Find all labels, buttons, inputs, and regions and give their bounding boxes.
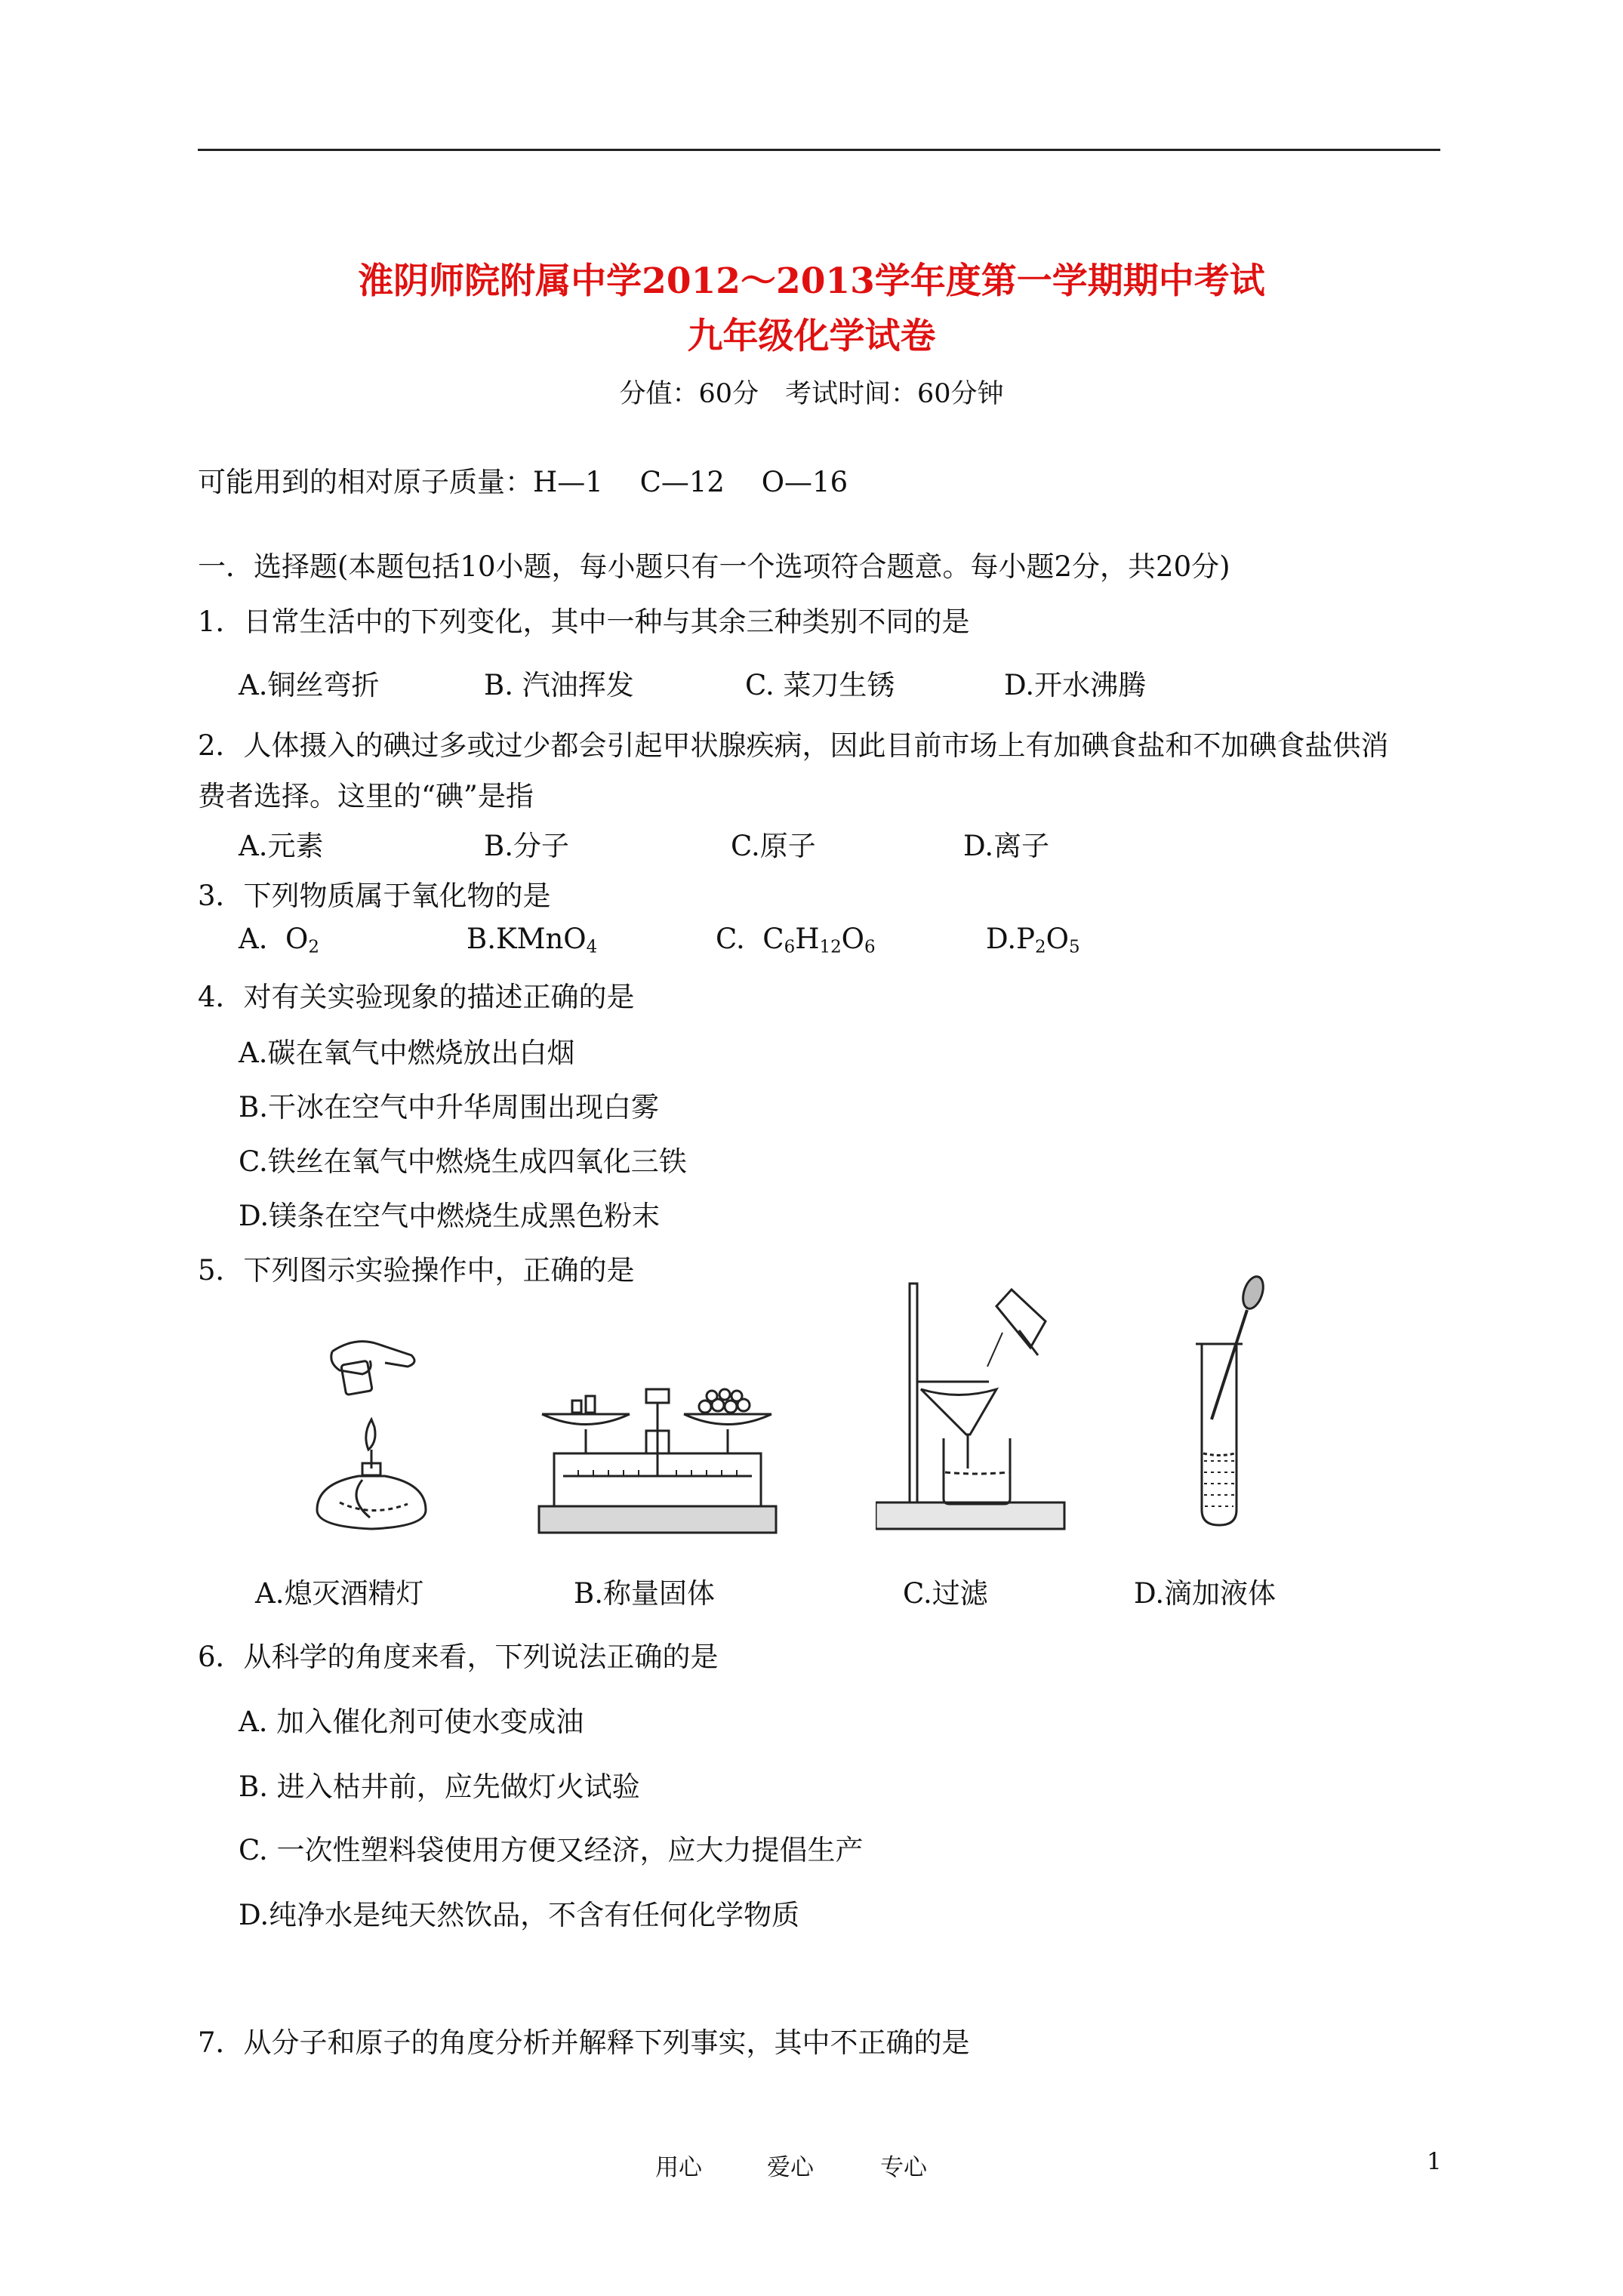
q4-option-c: C.铁丝在氧气中燃烧生成四氧化三铁	[239, 1145, 687, 1178]
q6-option-d: D.纯净水是纯天然饮品，不含有任何化学物质	[239, 1899, 800, 1931]
q1-option-a: A.铜丝弯折	[239, 669, 380, 701]
section-heading: 一．选择题(本题包括10小题，每小题只有一个选项符合题意。每小题2分，共20分)	[198, 550, 1230, 583]
figure-filtration	[876, 1276, 1072, 1533]
question-4-stem: 4．对有关实验现象的描述正确的是	[198, 981, 635, 1013]
q2-option-b: B.分子	[484, 830, 569, 862]
q3-option-c: C. $C_6H_{12}O_6$	[716, 923, 876, 957]
header-rule	[198, 149, 1440, 151]
question-3-stem: 3．下列物质属于氧化物的是	[198, 880, 551, 912]
footer-motto-2: 爱心	[767, 2154, 814, 2181]
q5-option-d: D.滴加液体	[1134, 1577, 1277, 1610]
q5-option-c: C.过滤	[903, 1577, 988, 1610]
atomic-mass-note: 可能用到的相对原子质量：H—1 C—12 O—16	[198, 466, 848, 498]
q1-option-b: B. 汽油挥发	[484, 669, 634, 701]
q6-option-a: A. 加入催化剂可使水变成油	[239, 1706, 584, 1738]
q2-option-c: C.原子	[731, 830, 816, 862]
q3-option-d: $D.P_2O_5$	[986, 923, 1080, 957]
q2-option-a: A.元素	[239, 830, 324, 862]
q6-option-c: C. 一次性塑料袋使用方便又经济，应大力提倡生产	[239, 1834, 864, 1866]
q2-option-d: D.离子	[963, 830, 1050, 862]
figure-extinguish-lamp	[287, 1329, 453, 1536]
question-5-stem: 5．下列图示实验操作中，正确的是	[198, 1254, 635, 1287]
q5-option-b: B.称量固体	[574, 1577, 715, 1610]
question-7-stem: 7．从分子和原子的角度分析并解释下列事实，其中不正确的是	[198, 2026, 970, 2059]
question-2-stem-line1: 2．人体摄入的碘过多或过少都会引起甲状腺疾病，因此目前市场上有加碘食盐和不加碘食盐供消	[198, 729, 1389, 762]
figure-balance	[533, 1370, 782, 1536]
q3-option-a: A. $O_2$	[239, 923, 319, 957]
q4-option-a: A.碳在氧气中燃烧放出白烟	[239, 1037, 575, 1069]
footer-motto-1: 用心	[655, 2154, 702, 2181]
exam-title: 淮阴师院附属中学2012～2013学年度第一学期期中考试	[358, 260, 1265, 302]
figure-dropper	[1185, 1268, 1276, 1529]
footer-motto-3: 专心	[880, 2154, 927, 2181]
page-number: 1	[1427, 2148, 1442, 2175]
q4-option-d: D.镁条在空气中燃烧生成黑色粉末	[239, 1200, 661, 1232]
q4-option-b: B.干冰在空气中升华周围出现白雾	[239, 1091, 659, 1123]
q1-option-c: C. 菜刀生锈	[745, 669, 895, 701]
q3-option-b: B.KMnO$_4$	[467, 923, 598, 957]
q5-option-a: A.熄灭酒精灯	[255, 1577, 424, 1610]
q1-option-d: D.开水沸腾	[1004, 669, 1147, 701]
q6-option-b: B. 进入枯井前，应先做灯火试验	[239, 1771, 640, 1803]
score-info: 分值：60分 考试时间：60分钟	[619, 379, 1004, 409]
question-2-stem-line2: 费者选择。这里的“碘”是指	[198, 780, 534, 812]
question-6-stem: 6．从科学的角度来看，下列说法正确的是	[198, 1641, 719, 1673]
exam-subtitle: 九年级化学试卷	[687, 316, 936, 357]
question-1-stem: 1．日常生活中的下列变化，其中一种与其余三种类别不同的是	[198, 606, 970, 638]
